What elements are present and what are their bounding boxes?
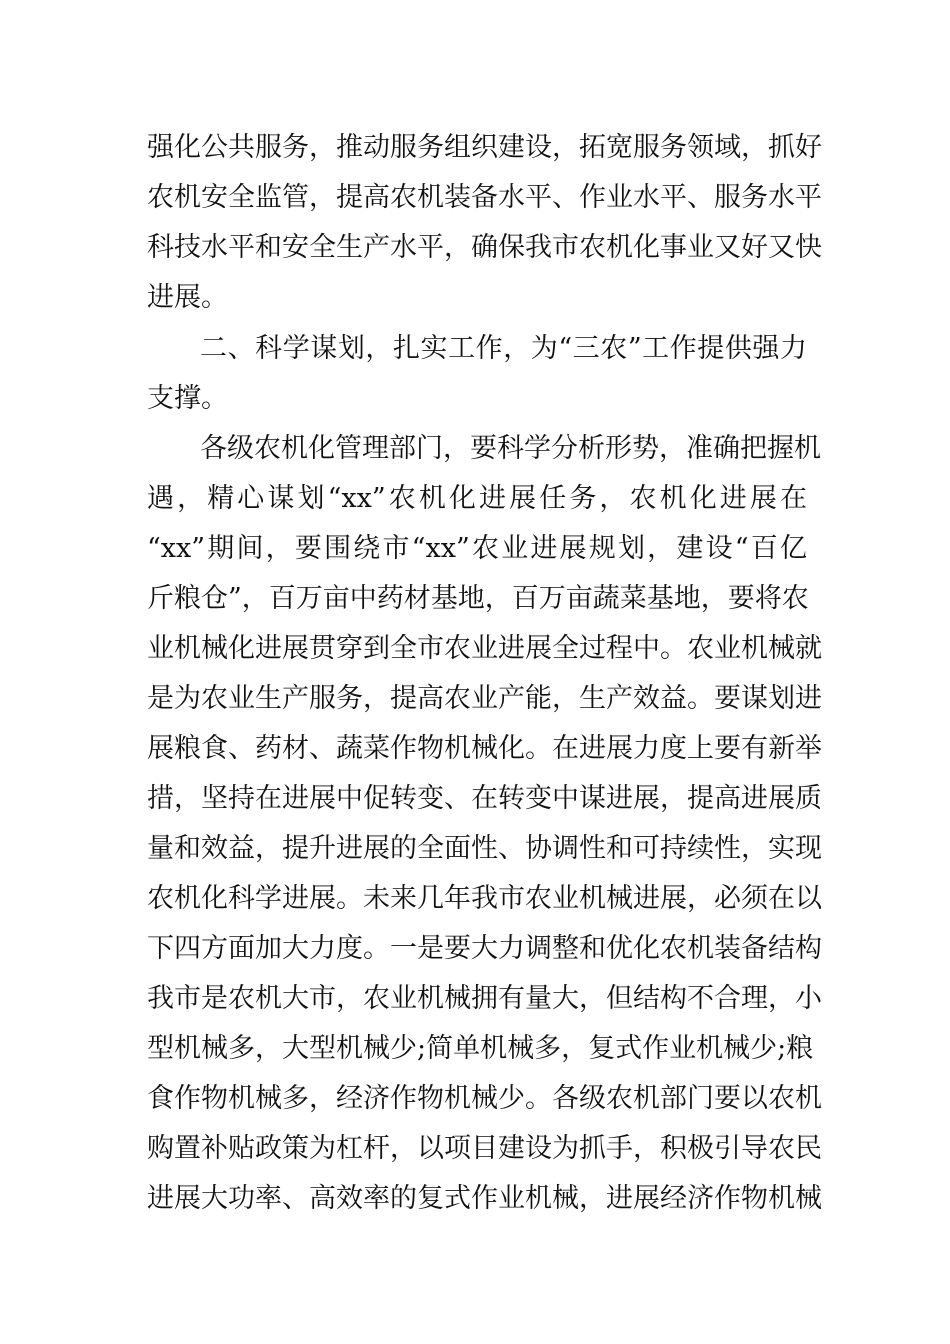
text-line: 遇，精心谋划“xx”农机化进展任务，农机化进展在 — [147, 483, 807, 514]
text-line: 展粮食、药材、蔬菜作物机械化。在进展力度上要有新举 — [147, 733, 822, 764]
text-line: 量和效益，提升进展的全面性、协调性和可持续性，实现 — [147, 833, 822, 864]
text-line: 进展大功率、高效率的复式作业机械，进展经济作物机械 — [147, 1183, 822, 1214]
text-line: 进展。 — [147, 282, 228, 313]
text-line: 我市是农机大市，农业机械拥有量大，但结构不合理，小 — [147, 983, 822, 1014]
text-line: 科技水平和安全生产水平，确保我市农机化事业又好又快 — [147, 232, 822, 263]
text-line: 购置补贴政策为杠杆，以项目建设为抓手，积极引导农民 — [147, 1133, 822, 1164]
text-line: 下四方面加大力度。一是要大力调整和优化农机装备结构 — [147, 933, 822, 964]
text-line: 各级农机化管理部门，要科学分析形势，准确把握机 — [200, 433, 821, 464]
text-line: “xx”期间，要围绕市“xx”农业进展规划，建设“百亿 — [147, 533, 807, 564]
text-line: 农机化科学进展。未来几年我市农业机械进展，必须在以 — [147, 883, 822, 914]
text-line: 农机安全监管，提高农机装备水平、作业水平、服务水平 — [147, 182, 822, 213]
text-line: 措，坚持在进展中促转变、在转变中谋进展，提高进展质 — [147, 783, 822, 814]
text-line: 强化公共服务，推动服务组织建设，拓宽服务领域，抓好 — [147, 132, 822, 163]
text-line: 是为农业生产服务，提高农业产能，生产效益。要谋划进 — [147, 683, 822, 714]
text-line: 斤粮仓”，百万亩中药材基地，百万亩蔬菜基地，要将农 — [147, 583, 809, 614]
text-line: 型机械多，大型机械少;简单机械多，复式作业机械少;粮 — [147, 1033, 814, 1064]
section-heading-line: 二、科学谋划，扎实工作，为“三农”工作提供强力 — [200, 333, 807, 364]
section-heading-line: 支撑。 — [147, 383, 228, 414]
text-line: 食作物机械多，经济作物机械少。各级农机部门要以农机 — [147, 1083, 822, 1114]
text-line: 业机械化进展贯穿到全市农业进展全过程中。农业机械就 — [147, 633, 822, 664]
